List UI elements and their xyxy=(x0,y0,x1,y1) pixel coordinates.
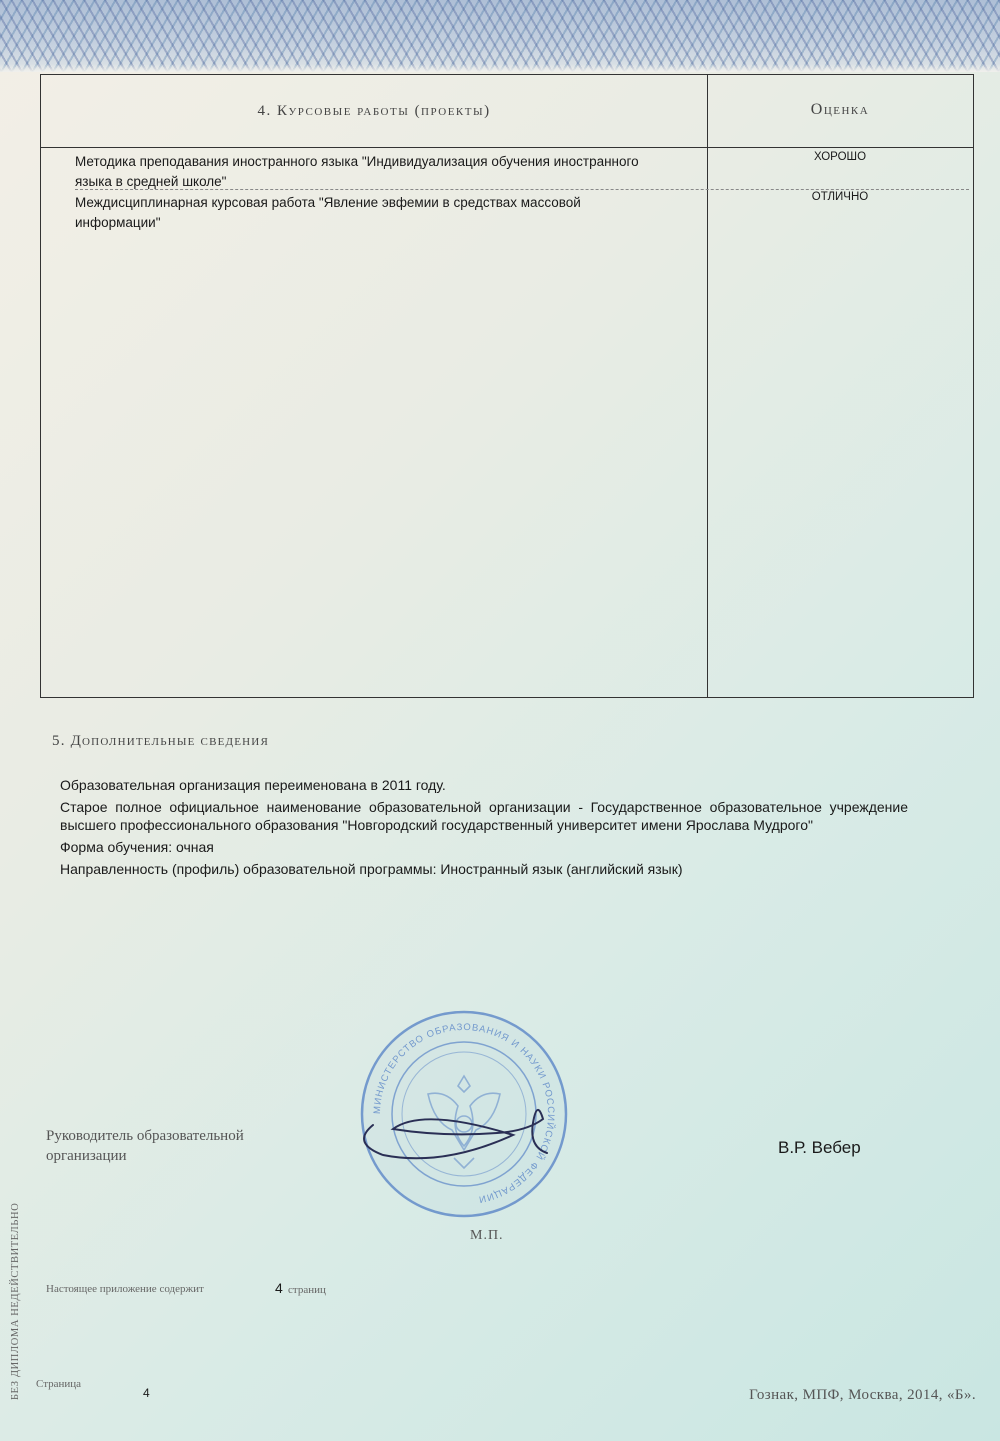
signer-name: В.Р. Вебер xyxy=(778,1138,861,1157)
seal-place-label: М.П. xyxy=(470,1228,504,1243)
appendix-contains-label: Настоящее приложение содержит xyxy=(46,1283,204,1295)
section-additional-info-title: 5. Дополнительные сведения xyxy=(52,733,269,749)
coursework-grade-1: ХОРОШО xyxy=(813,151,867,163)
row-separator xyxy=(75,189,969,190)
appendix-page-count: 4 xyxy=(275,1280,283,1296)
info-line-renamed: Образовательная организация переименована в 2011 году. xyxy=(60,777,446,793)
header-coursework: 4. Курсовые работы (проекты) xyxy=(257,103,491,119)
head-of-organization-label: Руководитель образовательной организации xyxy=(46,1128,244,1164)
stamp-ring-text: МИНИСТЕРСТВО ОБРАЗОВАНИЯ И НАУКИ РОССИЙСКОЙ ФЕДЕРАЦИИ xyxy=(371,1021,557,1205)
header-grade: Оценка xyxy=(810,101,870,118)
header-divider xyxy=(41,147,973,148)
appendix-page-unit: страниц xyxy=(288,1284,326,1296)
info-line-study-form: Форма обучения: очная xyxy=(60,839,214,855)
column-divider xyxy=(707,75,708,697)
handwritten-signature xyxy=(355,1095,565,1165)
coursework-grade-2: ОТЛИЧНО xyxy=(811,191,869,203)
info-line-old-name: Старое полное официальное наименование образовательной организации - Государственное образовательное учреждение высшего профессионального образования "Новгородский государственный университет имени Ярослава Мудрого" xyxy=(60,799,908,833)
invalid-without-diploma-note: БЕЗ ДИПЛОМА НЕДЕЙСТВИТЕЛЬНО xyxy=(10,1202,21,1400)
page-label: Страница xyxy=(36,1378,82,1390)
security-pattern-band xyxy=(0,0,1000,72)
coursework-title-1: Методика преподавания иностранного языка "Индивидуализация обучения иностранного языка в средней школе" xyxy=(75,154,639,189)
coursework-title-2: Междисциплинарная курсовая работа "Явление эвфемии в средствах массовой информации" xyxy=(75,195,581,230)
info-line-profile: Направленность (профиль) образовательной программы: Иностранный язык (английский язык) xyxy=(60,861,683,877)
page-number: 4 xyxy=(143,1386,150,1400)
coursework-table xyxy=(40,74,974,698)
printer-imprint: Гознак, МПФ, Москва, 2014, «Б». xyxy=(749,1387,976,1403)
additional-info-block xyxy=(60,776,908,882)
